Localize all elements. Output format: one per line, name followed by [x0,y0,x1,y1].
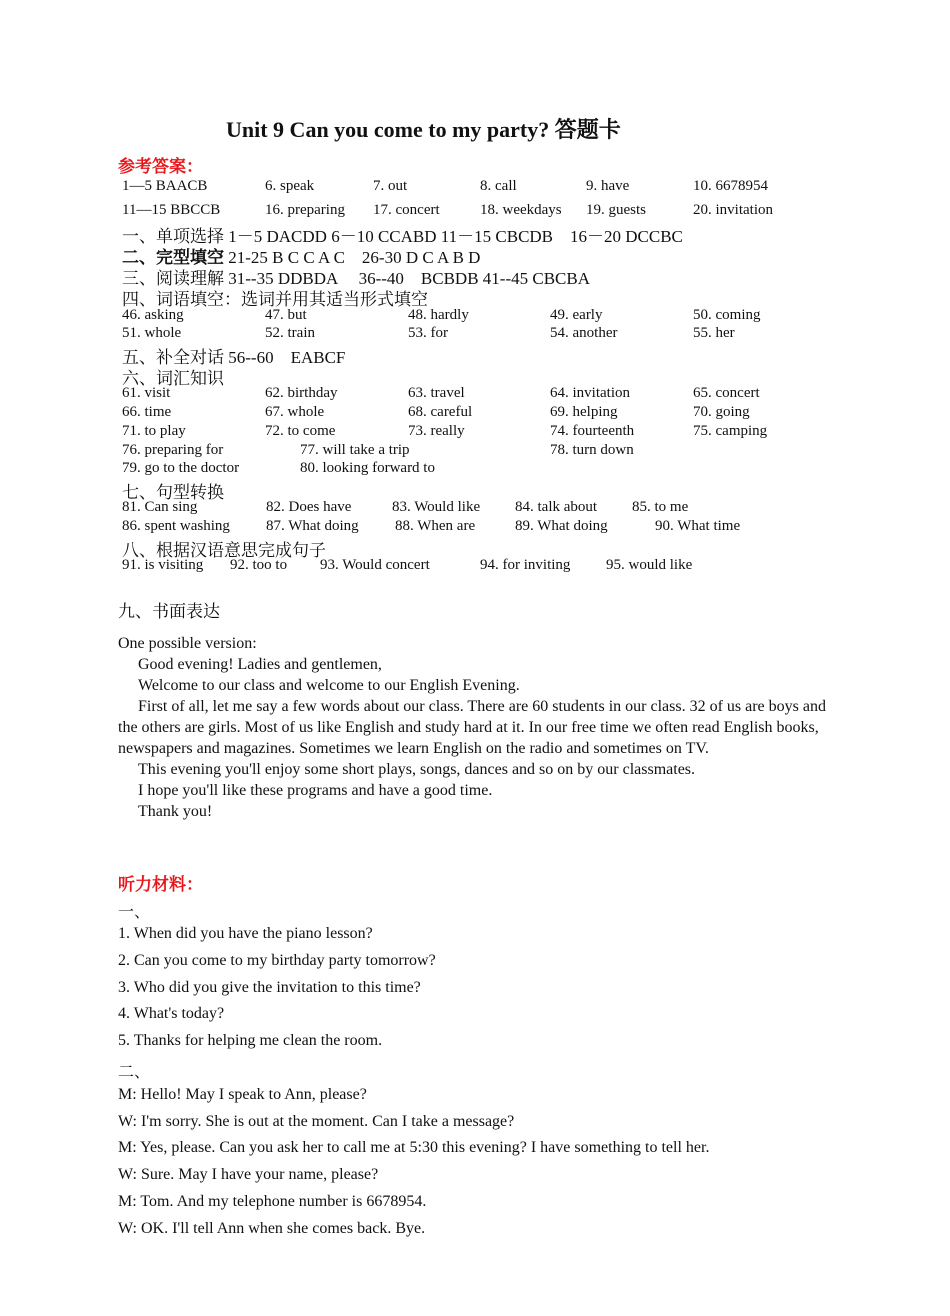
listening-heading: 听力材料： [118,875,203,894]
listening-question: 2. Can you come to my birthday party tomorrow? [118,952,436,969]
answer-cell: 50. coming [693,307,761,323]
answer-cell: 16. preparing [265,202,345,218]
answer-cell: 81. Can sing [122,499,198,515]
answer-cell: 84. talk about [515,499,598,515]
answer-cell: 17. concert [373,202,440,218]
essay-paragraph: Welcome to our class and welcome to our English Evening. [138,677,520,694]
answer-cell: 7. out [373,178,408,194]
answer-cell: 69. helping [550,404,618,420]
section-answers: 31--35 DDBDA 36--40 BCBDB 41--45 CBCBA [228,269,590,288]
answer-row-76-78 [0,442,950,462]
answer-cell: 95. would like [606,557,693,573]
answer-row-61-65 [0,385,950,405]
dialogue-line: W: I'm sorry. She is out at the moment. Can I take a message? [118,1113,515,1130]
listening-question: 3. Who did you give the invitation to this time? [118,979,421,996]
section-label: 九、书面表达 [118,602,220,621]
listening-part-2-label: 二、 [118,1064,151,1081]
listening-part-1-label: 一、 [118,904,151,921]
answer-row-46-50 [0,307,950,327]
listening-question: 5. Thanks for helping me clean the room. [118,1032,383,1049]
answer-row-91-95 [0,557,950,577]
answer-cell: 61. visit [122,385,171,401]
section-label: 二、完型填空 [122,248,224,267]
listening-question: 1. When did you have the piano lesson? [118,925,373,942]
answer-cell: 90. What time [655,518,741,534]
answer-cell: 11—15 BBCCB [122,202,221,218]
answer-cell: 86. spent washing [122,518,230,534]
answer-cell: 62. birthday [265,385,338,401]
essay-paragraph: This evening you'll enjoy some short plays, songs, dances and so on by our classmates. [138,761,696,778]
answer-cell: 66. time [122,404,172,420]
dialogue-line: W: Sure. May I have your name, please? [118,1166,379,1183]
essay-paragraph: I hope you'll like these programs and have a good time. [138,782,493,799]
answer-cell: 93. Would concert [320,557,430,573]
page-title: Unit 9 Can you come to my party? 答题卡 [226,117,621,142]
dialogue-line: M: Yes, please. Can you ask her to call me at 5:30 this evening? I have something to tell her. [118,1139,710,1156]
dialogue-line: W: OK. I'll tell Ann when she comes back. Bye. [118,1220,426,1237]
answer-cell: 82. Does have [266,499,352,515]
essay-paragraph: First of all, let me say a few words about our class. There are 60 students in our class. 32 of us are boys and the others are girls. Most of us like English and study hard at it. In our free time we often read English books, newspapers and magazines. Sometimes we learn English on the radio and sometimes on TV. [118,698,826,757]
answer-cell: 46. asking [122,307,184,323]
answer-cell: 72. to come [265,423,336,439]
answer-row-71-75 [0,423,950,443]
answer-row-86-90 [0,518,950,538]
section-label: 八、根据汉语意思完成句子 [122,541,326,560]
section-answers: 56--60 EABCF [228,348,346,367]
answer-cell: 92. too to [230,557,288,573]
answer-cell: 91. is visiting [122,557,204,573]
essay-intro: One possible version: [118,635,257,652]
answer-row-66-70 [0,404,950,424]
answer-cell: 54. another [550,325,618,341]
answer-cell: 49. early [550,307,603,323]
section-label: 七、句型转换 [122,483,224,502]
answer-row-81-85 [0,499,950,519]
answer-cell: 55. her [693,325,735,341]
writing-sample [118,633,830,822]
answer-cell: 19. guests [586,202,646,218]
answer-cell: 64. invitation [550,385,630,401]
section-answers: 21-25 B C C A C 26-30 D C A B D [228,248,481,267]
answer-cell: 10. 6678954 [693,178,768,194]
answer-cell: 53. for [408,325,448,341]
answer-row-51-55 [0,325,950,345]
answer-cell: 71. to play [122,423,186,439]
answer-cell: 70. going [693,404,750,420]
answer-cell: 20. invitation [693,202,773,218]
answer-cell: 88. When are [395,518,476,534]
section-label: 六、词汇知识 [122,369,224,388]
answer-cell: 73. really [408,423,465,439]
answer-cell: 76. preparing for [122,442,224,458]
answer-cell: 6. speak [265,178,315,194]
dialogue-line: M: Hello! May I speak to Ann, please? [118,1086,367,1103]
answer-row-79-80 [0,460,950,480]
answer-cell: 65. concert [693,385,760,401]
section-label: 五、补全对话 [122,348,224,367]
section-label: 一、单项选择 [122,227,224,246]
section-label: 四、词语填空：选词并用其适当形式填空 [122,290,428,309]
essay-paragraph: Thank you! [138,803,213,820]
answer-cell: 51. whole [122,325,182,341]
section-answers: 1－5 DACDD 6－10 CCABD 11－15 CBCDB 16－20 DCCBC [228,227,683,246]
section-label: 三、阅读理解 [122,269,224,288]
answer-cell: 78. turn down [550,442,634,458]
listening-question: 4. What's today? [118,1005,225,1022]
answer-cell: 87. What doing [266,518,359,534]
answer-cell: 8. call [480,178,517,194]
answer-cell: 83. Would like [392,499,481,515]
answer-cell: 48. hardly [408,307,469,323]
answer-cell: 85. to me [632,499,689,515]
answer-cell: 1—5 BAACB [122,178,208,194]
answer-cell: 94. for inviting [480,557,571,573]
dialogue-line: M: Tom. And my telephone number is 6678954. [118,1193,427,1210]
answer-key-heading: 参考答案： [118,157,203,176]
answer-cell: 77. will take a trip [300,442,410,458]
answer-cell: 63. travel [408,385,465,401]
answer-row-1-10 [0,178,950,198]
answer-cell: 89. What doing [515,518,608,534]
answer-cell: 79. go to the doctor [122,460,240,476]
essay-paragraph: Good evening! Ladies and gentlemen, [138,656,382,673]
answer-cell: 9. have [586,178,630,194]
answer-cell: 74. fourteenth [550,423,635,439]
answer-cell: 80. looking forward to [300,460,435,476]
answer-cell: 52. train [265,325,315,341]
answer-cell: 75. camping [693,423,768,439]
answer-row-11-20 [0,202,950,222]
section-writing [118,597,220,622]
answer-cell: 68. careful [408,404,473,420]
answer-cell: 67. whole [265,404,325,420]
answer-cell: 47. but [265,307,307,323]
answer-cell: 18. weekdays [480,202,562,218]
